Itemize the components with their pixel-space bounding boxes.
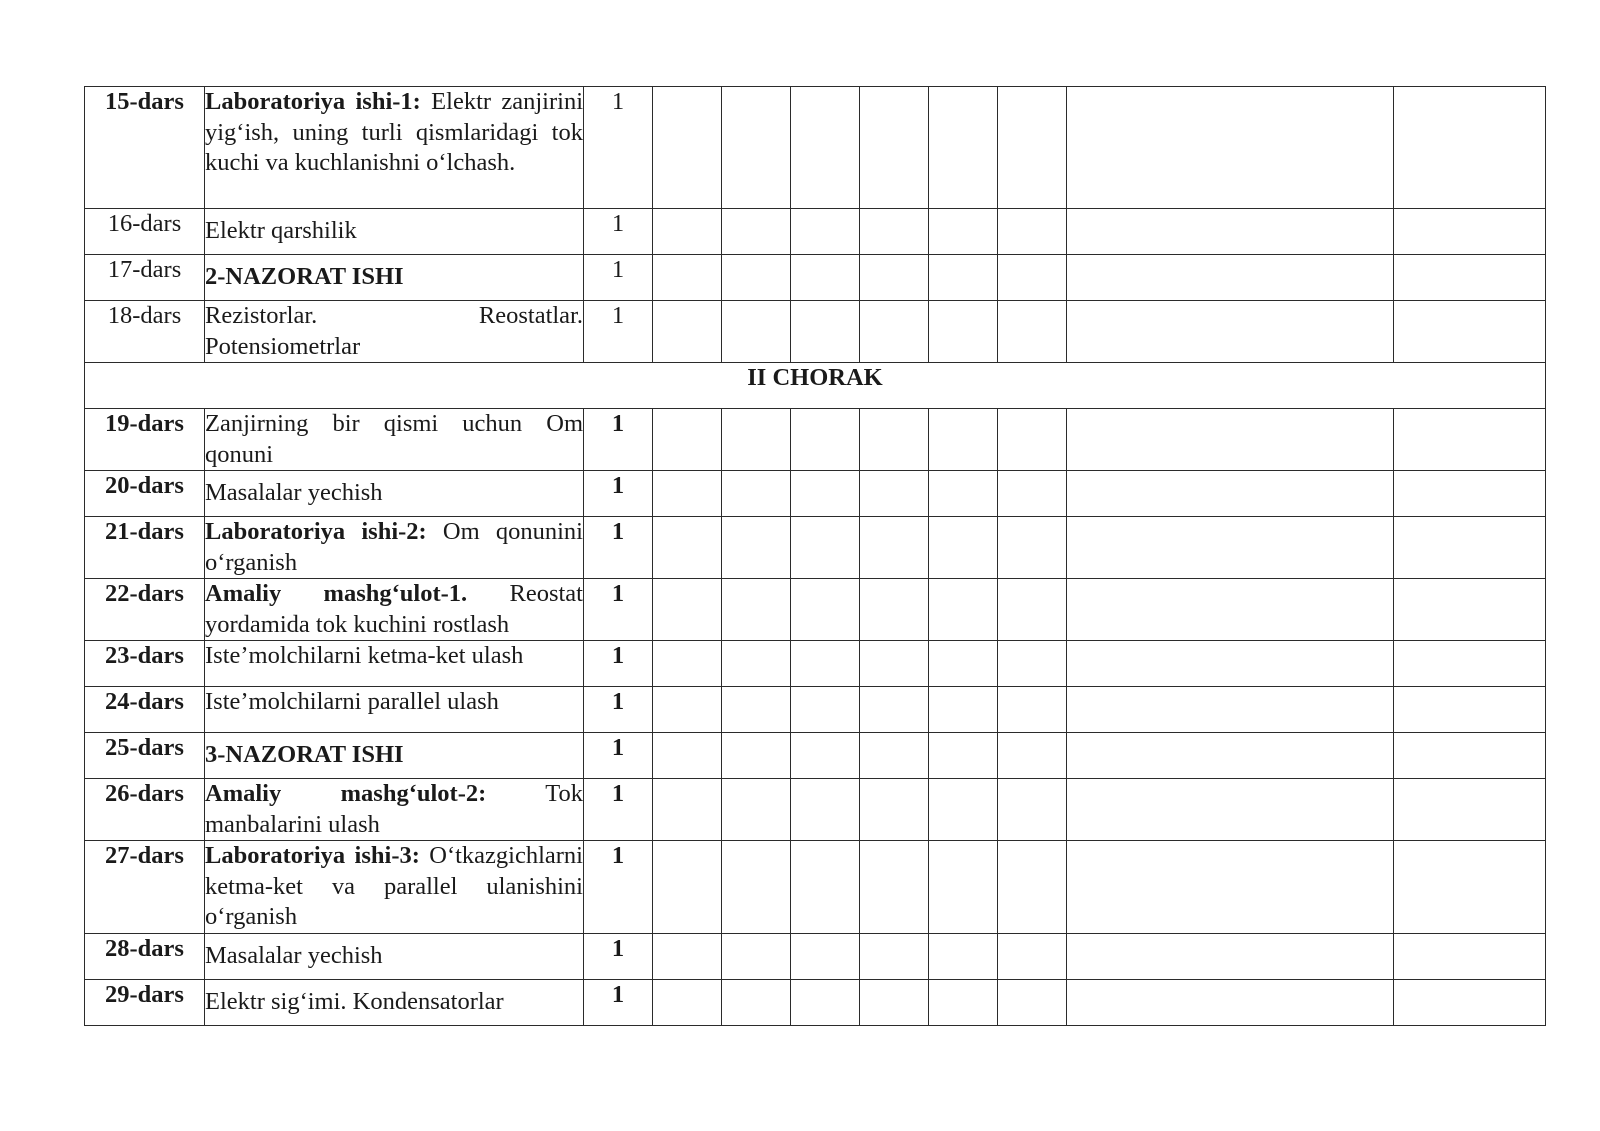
lesson-hours: 1 bbox=[584, 979, 653, 1025]
lesson-topic bbox=[205, 841, 584, 934]
empty-cell bbox=[929, 301, 998, 363]
empty-cell bbox=[929, 517, 998, 579]
empty-cell bbox=[791, 933, 860, 979]
empty-cell bbox=[653, 409, 722, 471]
empty-cell bbox=[998, 471, 1067, 517]
lesson-topic bbox=[205, 933, 584, 979]
lesson-topic-bold: 2-NAZORAT ISHI bbox=[205, 263, 404, 291]
lesson-hours: 1 bbox=[584, 779, 653, 841]
lesson-number: 29-dars bbox=[85, 979, 205, 1025]
lesson-topic-text: Elektr sig‘imi. Kondensatorlar bbox=[205, 987, 504, 1015]
lesson-topic bbox=[205, 641, 584, 687]
empty-cell bbox=[1067, 409, 1394, 471]
table-row bbox=[85, 209, 1546, 255]
empty-cell bbox=[791, 209, 860, 255]
empty-cell bbox=[860, 471, 929, 517]
empty-cell bbox=[929, 687, 998, 733]
empty-cell bbox=[860, 733, 929, 779]
lesson-number: 20-dars bbox=[85, 471, 205, 517]
lesson-topic bbox=[205, 209, 584, 255]
empty-cell bbox=[860, 579, 929, 641]
empty-cell bbox=[998, 933, 1067, 979]
empty-cell bbox=[722, 409, 791, 471]
empty-cell bbox=[653, 517, 722, 579]
empty-cell bbox=[860, 687, 929, 733]
section-title: II CHORAK bbox=[85, 363, 1546, 409]
empty-cell bbox=[1067, 979, 1394, 1025]
empty-cell bbox=[998, 641, 1067, 687]
section-row bbox=[85, 363, 1546, 409]
empty-cell bbox=[1394, 733, 1546, 779]
lesson-topic bbox=[205, 733, 584, 779]
lesson-hours: 1 bbox=[584, 733, 653, 779]
empty-cell bbox=[929, 471, 998, 517]
empty-cell bbox=[791, 409, 860, 471]
lesson-topic bbox=[205, 687, 584, 733]
empty-cell bbox=[791, 841, 860, 934]
empty-cell bbox=[1394, 841, 1546, 934]
empty-cell bbox=[998, 841, 1067, 934]
lesson-topic-text: Tok manbalarini ulash bbox=[205, 780, 584, 838]
empty-cell bbox=[860, 87, 929, 209]
empty-cell bbox=[998, 779, 1067, 841]
empty-cell bbox=[998, 517, 1067, 579]
empty-cell bbox=[929, 87, 998, 209]
empty-cell bbox=[722, 687, 791, 733]
lesson-number: 28-dars bbox=[85, 933, 205, 979]
table-row bbox=[85, 87, 1546, 209]
lesson-hours: 1 bbox=[584, 87, 653, 209]
lesson-topic-text: Iste’molchilarni ketma-ket ulash bbox=[205, 642, 524, 669]
empty-cell bbox=[791, 517, 860, 579]
lesson-topic-text: Reostat yordamida tok kuchini rostlash bbox=[205, 580, 583, 638]
empty-cell bbox=[722, 209, 791, 255]
empty-cell bbox=[791, 301, 860, 363]
lesson-topic-text: Om qonunini o‘rganish bbox=[205, 518, 583, 576]
empty-cell bbox=[860, 209, 929, 255]
empty-cell bbox=[722, 255, 791, 301]
empty-cell bbox=[929, 255, 998, 301]
empty-cell bbox=[653, 979, 722, 1025]
empty-cell bbox=[860, 409, 929, 471]
lesson-number: 16-dars bbox=[85, 209, 205, 255]
table-row bbox=[85, 301, 1546, 363]
lesson-number: 15-dars bbox=[85, 87, 205, 209]
table-row bbox=[85, 255, 1546, 301]
lesson-number: 24-dars bbox=[85, 687, 205, 733]
empty-cell bbox=[653, 687, 722, 733]
empty-cell bbox=[860, 779, 929, 841]
empty-cell bbox=[653, 301, 722, 363]
lesson-topic-bold: Laboratoriya ishi-1: bbox=[205, 88, 421, 115]
empty-cell bbox=[1394, 933, 1546, 979]
lesson-topic bbox=[205, 471, 584, 517]
lesson-number: 22-dars bbox=[85, 579, 205, 641]
lesson-topic-text: Elektr qarshilik bbox=[205, 217, 357, 245]
empty-cell bbox=[998, 409, 1067, 471]
empty-cell bbox=[653, 87, 722, 209]
empty-cell bbox=[791, 687, 860, 733]
lesson-topic-bold: Amaliy mashg‘ulot-2: bbox=[205, 780, 487, 807]
lesson-number: 17-dars bbox=[85, 255, 205, 301]
lesson-plan-table bbox=[84, 86, 1546, 1026]
empty-cell bbox=[1067, 933, 1394, 979]
lesson-hours: 1 bbox=[584, 933, 653, 979]
empty-cell bbox=[1394, 409, 1546, 471]
lesson-number: 21-dars bbox=[85, 517, 205, 579]
lesson-topic bbox=[205, 301, 584, 363]
empty-cell bbox=[722, 517, 791, 579]
empty-cell bbox=[1067, 209, 1394, 255]
empty-cell bbox=[1394, 209, 1546, 255]
empty-cell bbox=[722, 579, 791, 641]
empty-cell bbox=[1067, 733, 1394, 779]
lesson-topic bbox=[205, 517, 584, 579]
lesson-hours: 1 bbox=[584, 409, 653, 471]
lesson-hours: 1 bbox=[584, 641, 653, 687]
empty-cell bbox=[1067, 517, 1394, 579]
empty-cell bbox=[1394, 471, 1546, 517]
lesson-number: 26-dars bbox=[85, 779, 205, 841]
empty-cell bbox=[722, 641, 791, 687]
lesson-number: 23-dars bbox=[85, 641, 205, 687]
lesson-hours: 1 bbox=[584, 517, 653, 579]
table-row bbox=[85, 779, 1546, 841]
empty-cell bbox=[998, 209, 1067, 255]
empty-cell bbox=[860, 641, 929, 687]
empty-cell bbox=[998, 579, 1067, 641]
lesson-topic bbox=[205, 409, 584, 471]
lesson-hours: 1 bbox=[584, 209, 653, 255]
empty-cell bbox=[653, 579, 722, 641]
empty-cell bbox=[791, 579, 860, 641]
empty-cell bbox=[722, 87, 791, 209]
lesson-hours: 1 bbox=[584, 255, 653, 301]
empty-cell bbox=[998, 979, 1067, 1025]
empty-cell bbox=[791, 733, 860, 779]
lesson-hours: 1 bbox=[584, 471, 653, 517]
lesson-topic-text: Masalalar yechish bbox=[205, 479, 383, 507]
empty-cell bbox=[1394, 87, 1546, 209]
table-row bbox=[85, 933, 1546, 979]
empty-cell bbox=[1067, 301, 1394, 363]
lesson-topic-text: Iste’molchilarni parallel ulash bbox=[205, 688, 499, 715]
empty-cell bbox=[929, 209, 998, 255]
lesson-topic-bold: Amaliy mashg‘ulot-1. bbox=[205, 580, 468, 607]
table-row bbox=[85, 579, 1546, 641]
empty-cell bbox=[860, 933, 929, 979]
empty-cell bbox=[722, 779, 791, 841]
empty-cell bbox=[1067, 779, 1394, 841]
empty-cell bbox=[653, 471, 722, 517]
empty-cell bbox=[722, 841, 791, 934]
lesson-topic bbox=[205, 87, 584, 209]
empty-cell bbox=[653, 933, 722, 979]
table-row bbox=[85, 979, 1546, 1025]
lesson-number: 27-dars bbox=[85, 841, 205, 934]
empty-cell bbox=[791, 979, 860, 1025]
empty-cell bbox=[929, 933, 998, 979]
empty-cell bbox=[929, 841, 998, 934]
empty-cell bbox=[998, 687, 1067, 733]
lesson-topic-bold: 3-NAZORAT ISHI bbox=[205, 741, 404, 769]
empty-cell bbox=[1067, 841, 1394, 934]
empty-cell bbox=[722, 301, 791, 363]
lesson-number: 19-dars bbox=[85, 409, 205, 471]
empty-cell bbox=[998, 301, 1067, 363]
empty-cell bbox=[722, 733, 791, 779]
empty-cell bbox=[1394, 687, 1546, 733]
lesson-topic-text: Masalalar yechish bbox=[205, 941, 383, 969]
empty-cell bbox=[653, 255, 722, 301]
table-row bbox=[85, 409, 1546, 471]
empty-cell bbox=[998, 255, 1067, 301]
empty-cell bbox=[653, 841, 722, 934]
table-row bbox=[85, 517, 1546, 579]
empty-cell bbox=[1394, 517, 1546, 579]
table-row bbox=[85, 733, 1546, 779]
lesson-topic-text: O‘tkazgichlarni ketma-ket va parallel ulanishini o‘rganish bbox=[205, 842, 583, 930]
lesson-hours: 1 bbox=[584, 301, 653, 363]
lesson-hours: 1 bbox=[584, 687, 653, 733]
lesson-hours: 1 bbox=[584, 841, 653, 934]
empty-cell bbox=[1394, 301, 1546, 363]
empty-cell bbox=[929, 733, 998, 779]
empty-cell bbox=[653, 733, 722, 779]
empty-cell bbox=[1067, 87, 1394, 209]
empty-cell bbox=[791, 255, 860, 301]
empty-cell bbox=[653, 779, 722, 841]
empty-cell bbox=[929, 409, 998, 471]
empty-cell bbox=[1394, 779, 1546, 841]
empty-cell bbox=[791, 471, 860, 517]
empty-cell bbox=[1394, 641, 1546, 687]
lesson-topic-text: Rezistorlar. Reostatlar. Potensiometrlar bbox=[205, 302, 583, 360]
lesson-number: 25-dars bbox=[85, 733, 205, 779]
lesson-hours: 1 bbox=[584, 579, 653, 641]
empty-cell bbox=[722, 933, 791, 979]
empty-cell bbox=[860, 841, 929, 934]
lesson-topic-bold: Laboratoriya ishi-2: bbox=[205, 518, 427, 545]
empty-cell bbox=[860, 301, 929, 363]
empty-cell bbox=[860, 517, 929, 579]
lesson-topic bbox=[205, 779, 584, 841]
empty-cell bbox=[1067, 579, 1394, 641]
empty-cell bbox=[791, 641, 860, 687]
empty-cell bbox=[1394, 979, 1546, 1025]
lesson-topic-text: Elektr zanjirini yig‘ish, uning turli qismlaridagi tok kuchi va kuchlanishni o‘lchash. bbox=[205, 88, 584, 176]
empty-cell bbox=[1067, 687, 1394, 733]
empty-cell bbox=[1067, 255, 1394, 301]
lesson-topic-bold: Laboratoriya ishi-3: bbox=[205, 842, 420, 869]
lesson-topic bbox=[205, 579, 584, 641]
lesson-topic bbox=[205, 255, 584, 301]
empty-cell bbox=[860, 979, 929, 1025]
empty-cell bbox=[722, 471, 791, 517]
lesson-topic-text: Zanjirning bir qismi uchun Om qonuni bbox=[205, 410, 583, 468]
table-row bbox=[85, 471, 1546, 517]
empty-cell bbox=[860, 255, 929, 301]
empty-cell bbox=[998, 87, 1067, 209]
empty-cell bbox=[653, 641, 722, 687]
lesson-number: 18-dars bbox=[85, 301, 205, 363]
empty-cell bbox=[791, 87, 860, 209]
table-row bbox=[85, 841, 1546, 934]
empty-cell bbox=[722, 979, 791, 1025]
empty-cell bbox=[1394, 579, 1546, 641]
empty-cell bbox=[929, 641, 998, 687]
empty-cell bbox=[929, 979, 998, 1025]
empty-cell bbox=[1067, 641, 1394, 687]
empty-cell bbox=[1067, 471, 1394, 517]
empty-cell bbox=[1394, 255, 1546, 301]
empty-cell bbox=[791, 779, 860, 841]
empty-cell bbox=[929, 779, 998, 841]
lesson-topic bbox=[205, 979, 584, 1025]
table-row bbox=[85, 641, 1546, 687]
empty-cell bbox=[929, 579, 998, 641]
empty-cell bbox=[998, 733, 1067, 779]
empty-cell bbox=[653, 209, 722, 255]
table-row bbox=[85, 687, 1546, 733]
